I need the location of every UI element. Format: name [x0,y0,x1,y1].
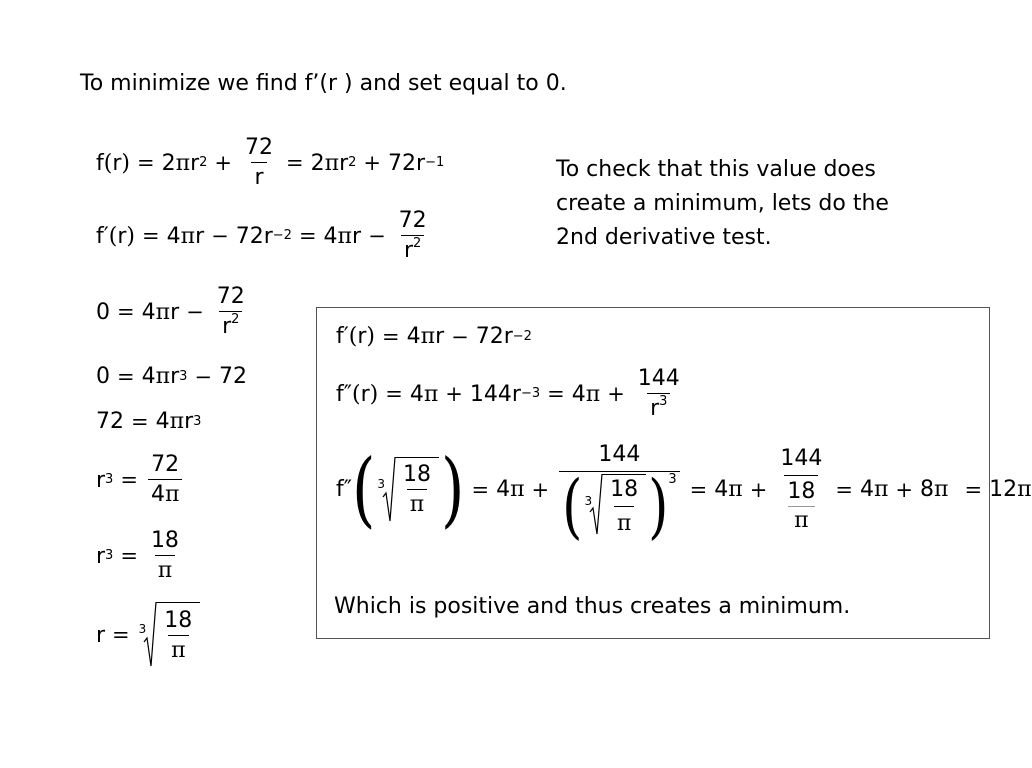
note-line-3: 2nd derivative test. [556,225,772,250]
equation-r-cube-root: r = 3 $\frac{18}{\pi}$ [96,602,202,668]
cube-root: 3 $\frac{18}{\pi}$ [584,474,646,539]
second-derivative-note [556,153,889,255]
fraction-144-over-18-over-pi: 144 18 π [780,446,823,533]
equation-f-prime: f′ ( r ) = 4 π r − 72 r −2 = 4 π r − $\frac{72}{r^2}$ [96,208,433,264]
equation-cubic: 0 = 4 π r 3 − 72 [96,364,248,389]
cube-root: 3 $\frac{18}{\pi}$ [377,457,439,523]
fraction-144-over-root-cubed: 144 ( 3 $\frac{18}{\pi}$ ) 3 [559,440,680,539]
fraction-72-over-r-squared: $\frac{72}{r^2}$ [216,284,245,339]
intro-text: To minimize we find f’(r ) and set equal to 0. [80,71,567,96]
fraction-72-over-4pi: $\frac{72}{4\pi}$ [148,452,182,508]
equation-r-cubed-72: r 3 = $\frac{72}{4\pi}$ [96,452,185,508]
fraction-18-over-pi: $\frac{18}{\pi}$ [607,475,641,539]
box-equation-f-double-prime: f″ ( r ) = 4 π + 144 r −3 = 4 π + $\frac{144}{r^3}$ [336,366,686,422]
fraction-144-over-r-cubed: $\frac{144}{r^3}$ [637,366,680,421]
equation-f-of-r: f ( r ) = 2 π r 2 + $\frac{72}{r}$ = 2 π r 2 + 72 r −1 [96,135,445,190]
conclusion-text: Which is positive and thus creates a minimum. [334,594,851,619]
fraction-18-over-pi: $\frac{18}{\pi}$ [150,528,179,583]
equation-set-zero: 0 = 4 π r − $\frac{72}{r^2}$ [96,284,251,340]
equation-r-cubed-18: r 3 = $\frac{18}{\pi}$ [96,528,185,584]
note-line-2: create a minimum, lets do the [556,191,889,216]
fraction-72-over-r-squared: $\frac{72}{r^2}$ [398,208,427,263]
cube-root: 3 $\frac{18}{\pi}$ [139,602,201,668]
note-line-1: To check that this value does [556,157,876,182]
box-equation-evaluate: f″ ( 3 $\frac{18}{\pi}$ ) = 4 π + 144 ( 3 $\frac{18}{\pi}$ ) 3 = 4 π + 144 18 π = 4 π + 8 π = 12 π [336,442,1032,547]
fraction-72-over-r: $\frac{72}{r}$ [245,135,273,190]
fraction-18-over-pi: $\frac{18}{\pi}$ [164,607,193,663]
fraction-18-over-pi: $\frac{18}{\pi}$ [403,462,432,517]
box-equation-f-prime: f′ ( r ) = 4 π r − 72 r −2 [336,324,532,349]
equation-72-equals: 72 = 4 π r 3 [96,409,202,434]
